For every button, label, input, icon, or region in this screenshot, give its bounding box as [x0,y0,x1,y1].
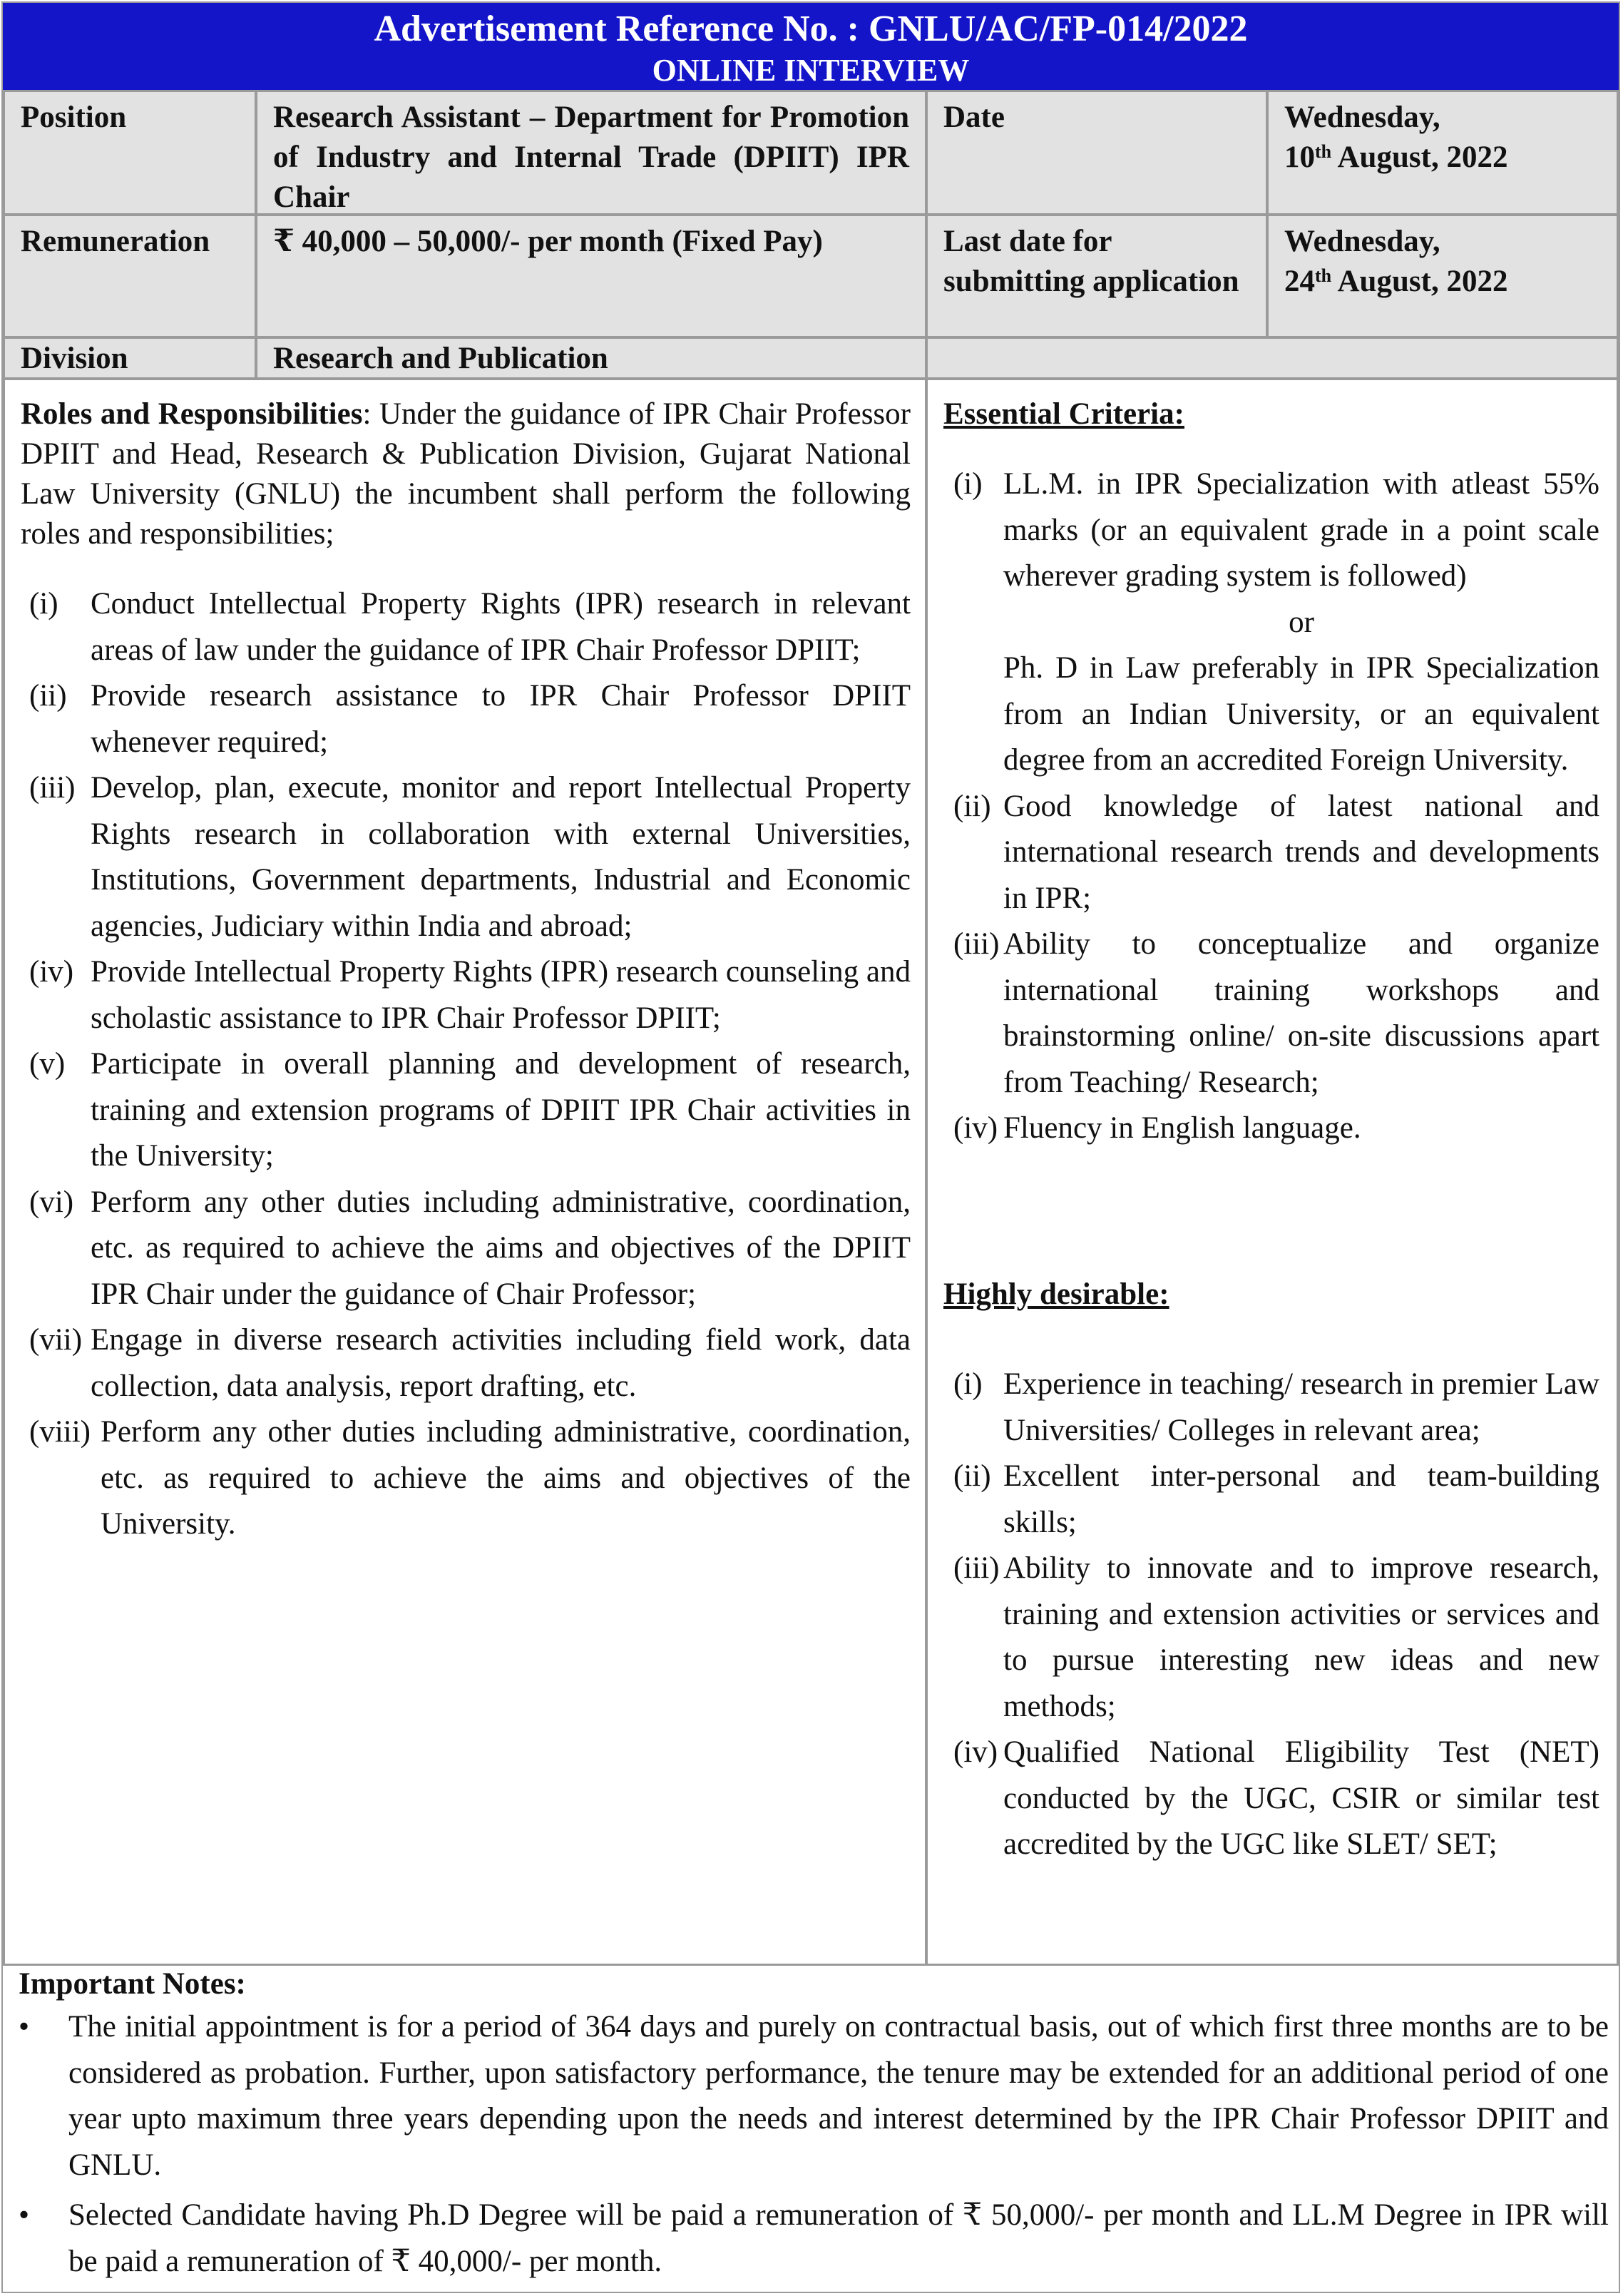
highly-desirable-heading: Highly desirable: [943,1277,1169,1311]
last-date-value: 24th August, 2022 [1284,265,1508,298]
bullet-symbol: • [19,2010,30,2044]
last-date [1266,214,1619,338]
list-item: (i) Experience in teaching/ research in premier Law Universities/ Colleges in relevant area; [953,1367,1599,1447]
list-item: (iii) Ability to innovate and to improve research, training and extension activities or services and to pursue interesting new ideas and new methods; [953,1551,1599,1723]
list-item: Ph. D in Law preferably in IPR Specialization from an Indian University, or an equivalent degree from an accredited Foreign University. [1003,651,1599,777]
roles-section [3,378,927,1966]
roles-intro [21,394,911,554]
remuneration-value: ₹ 40,000 – 50,000/- per month (Fixed Pay) [255,214,927,338]
list-item: (i) LL.M. in IPR Specialization with atleast 55% marks (or an equivalent grade in a point scale wherever grading system is followed) [953,467,1599,593]
essential-criteria-heading: Essential Criteria: [943,397,1184,431]
list-item: (ii) Provide research assistance to IPR Chair Professor DPIIT whenever required; [29,679,911,759]
bullet-symbol: • [19,2198,30,2232]
advertisement-reference-title: Advertisement Reference No. : GNLU/AC/FP-014/2022 [374,9,1248,49]
position-label: Position [3,90,257,215]
list-item: (iv) Provide Intellectual Property Rights (IPR) research counseling and scholastic assistance to IPR Chair Professor DPIIT; [29,955,911,1035]
essential-criteria-list [953,461,1599,1152]
division-label: Division [3,337,257,379]
roles-intro-text: : Under the guidance of IPR Chair Professor DPIIT and Head, Research & Publication Division, Gujarat National Law University (GNLU) the incumbent shall perform the following roles and responsibilities; [21,397,911,551]
list-item: (iii) Develop, plan, execute, monitor and report Intellectual Property Rights research in collaboration with external Universities, Institutions, Government departments, Industrial and Economic agencies, Judiciary within India and abroad; [29,771,911,943]
division-value: Research and Publication [255,337,927,379]
last-date-day: Wednesday, [1284,225,1440,258]
division-empty-cell [926,337,1619,379]
list-item: (v) Participate in overall planning and development of research, training and extension programs of DPIIT IPR Chair activities in the University; [29,1047,911,1173]
roles-list [29,581,911,1548]
advertisement-header [3,3,1619,90]
highly-desirable-list [953,1362,1599,1868]
date-label: Date [926,90,1268,215]
list-item: • The initial appointment is for a period of 364 days and purely on contractual basis, out of which first three months are to be considered as probation. Further, upon satisfactory performance, the tenure may be extended for an additional period of one year upto maximum three years depending upon the needs and interest determined by the IPR Chair Professor DPIIT and GNLU. [19,2004,1609,2188]
interview-date [1266,90,1619,215]
interview-date-day: Wednesday, [1284,101,1440,134]
position-value: Research Assistant – Department for Promotion of Industry and Internal Trade (DPIIT) IPR Chair [255,90,927,215]
list-item: (i) Conduct Intellectual Property Rights (IPR) research in relevant areas of law under the guidance of IPR Chair Professor DPIIT; [29,587,911,667]
list-item: • Selected Candidate having Ph.D Degree will be paid a remuneration of ₹ 50,000/- per month and LL.M Degree in IPR will be paid a remuneration of ₹ 40,000/- per month. [19,2193,1609,2285]
list-item: (ii) Excellent inter-personal and team-building skills; [953,1459,1599,1539]
interview-mode-subtitle: ONLINE INTERVIEW [652,53,970,88]
list-item: (iii) Ability to conceptualize and organize international training workshops and brainstorming online/ on-site discussions apart from Teaching/ Research; [953,927,1599,1099]
roles-heading: Roles and Responsibilities [21,397,363,431]
remuneration-label: Remuneration [3,214,257,338]
list-item: (ii) Good knowledge of latest national and international research trends and developments in IPR; [953,789,1599,915]
last-date-label: Last date for submitting application [926,214,1268,338]
criteria-section [926,378,1619,1966]
important-notes [19,1964,1609,2285]
list-item: (vii) Engage in diverse research activities including field work, data collection, data analysis, report drafting, etc. [29,1323,911,1403]
important-notes-title: Important Notes: [19,1967,246,2001]
interview-date-value: 10th August, 2022 [1284,141,1508,174]
list-item: (viii) Perform any other duties including administrative, coordination, etc. as required to achieve the aims and objectives of the University. [29,1415,911,1541]
list-item: (vi) Perform any other duties including administrative, coordination, etc. as required to achieve the aims and objectives of the DPIIT IPR Chair under the guidance of Chair Professor; [29,1185,911,1311]
list-item: or [1289,605,1314,639]
list-item: (iv) Qualified National Eligibility Test (NET) conducted by the UGC, CSIR or similar test accredited by the UGC like SLET/ SET; [953,1735,1599,1861]
advertisement-page [1,1,1620,2293]
list-item: (iv) Fluency in English language. [953,1111,1361,1145]
